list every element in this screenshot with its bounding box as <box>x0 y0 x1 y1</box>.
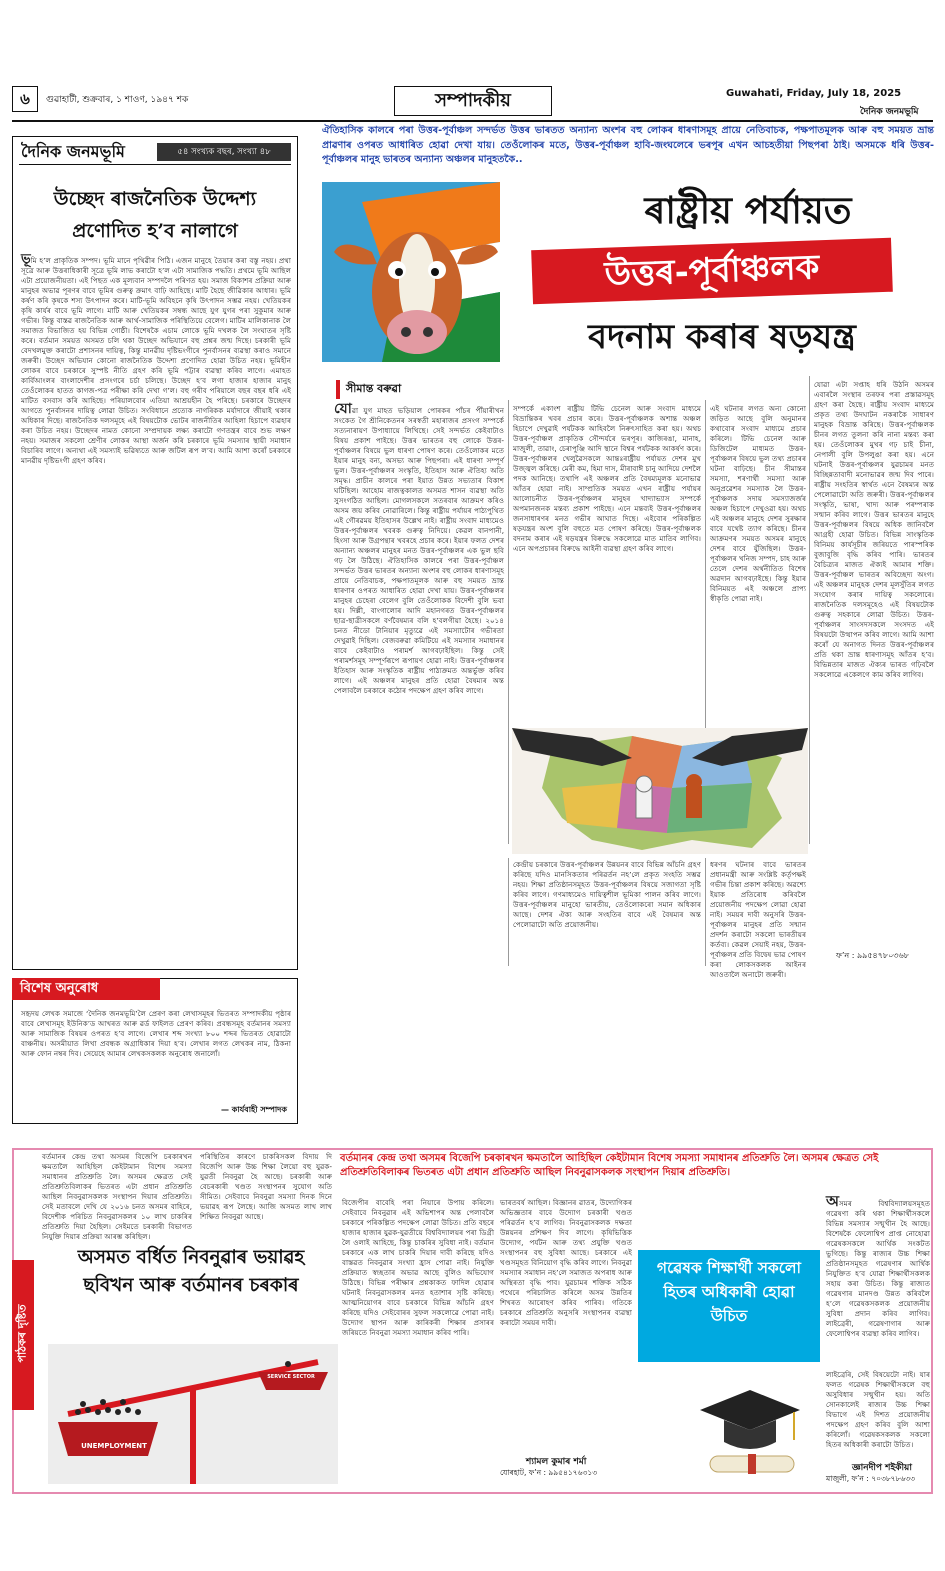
col-rule-2b <box>705 858 706 966</box>
chess-map-illustration <box>512 728 808 854</box>
notice-box <box>12 978 298 1124</box>
lead-headline-2: উত্তৰ-পূৰ্বাঞ্চলক <box>603 247 821 295</box>
editorial-body <box>21 252 291 963</box>
notice-body: সহৃদয় লেখক সমাজে ‘দৈনিক জনমভূমি’লৈ প্ৰেৰণ কৰা লেখাসমূহৰ ভিতৰত সম্পাদকীয় পৃষ্ঠাৰ বাবে লেখাসমূহ ইউনিক’ড আখৰত আৰু ৱৰ্ড ফাইলত প্ৰেৰণ কৰিব। প্ৰবন্ধসমূহ বৰ্তমানৰ সমস্যা আৰু সামাজিক বিষয়ৰ ওপৰত হ’ব লাগে। লেখাৰ শব্দ সংখ্যা ৮০০ শব্দৰ ভিতৰত হোৱাটো বাঞ্চনীয়। অসমীয়াত লিখা প্ৰবন্ধক অগ্ৰাধিকাৰ দিয়া হ’ব। লেখাৰ লগত লেখকৰ নাম, ঠিকনা আৰু ফোন নম্বৰ দিব। সেয়েহে আমাৰ লেখকসকলক অনুৰোধ জনালোঁ। <box>21 1009 291 1058</box>
reader-col-3: ভাৰতবৰ্ষ আছিল। বিজ্ঞানৰ ৱাতৰ, উদ্যোগিকৰ অভিজ্ঞতাৰ বাবে উদ্যোগ চৰকাৰী খণ্ডত পৰিৱৰ্তন হ’ব লাগিব। নিবনুৱাসকলক দক্ষতা উন্নয়নৰ প্ৰশিক্ষণ দিব লাগে। কৃষিভিত্তিক উদ্যোগ, পৰ্যটন আৰু তথ্য প্ৰযুক্তি খণ্ডত সংস্থাপনৰ বহু সুবিধা আছে। চৰকাৰে এই খণ্ডসমূহত বিনিয়োগ বৃদ্ধি কৰিব লাগে। নিবনুৱা সমস্যাৰ সমাধান নহ’লে সমাজত অপৰাধ আৰু অস্থিৰতা বৃদ্ধি পাব। যুৱচামৰ শক্তিক সঠিক পথেৰে পৰিচালিত কৰিলে অসম উন্নতিৰ শিখৰত আৰোহণ কৰিব পাৰিব। গতিকে চৰকাৰে প্ৰতিশ্ৰুতি অনুসৰি সংস্থাপনৰ ব্যৱস্থা কৰাটো সময়ৰ দাবী। <box>500 1198 632 1327</box>
col-rule-1b <box>508 858 509 966</box>
lead-col-2-bottom: কেন্দ্ৰীয় চৰকাৰে উত্তৰ-পূৰ্বাঞ্চলৰ উন্নয়নৰ বাবে বিভিন্ন আঁচনি গ্ৰহণ কৰিছে যদিও মানসিকতাৰ পৰিৱৰ্তন নহ’লে প্ৰকৃত সংহতি সম্ভৱ নহয়। শিক্ষা প্ৰতিষ্ঠানসমূহত উত্তৰ-পূৰ্বাঞ্চলৰ বিষয়ে সজাগতা সৃষ্টি কৰিব লাগে। গণমাধ্যমেও দায়িত্বশীল ভূমিকা পালন কৰিব লাগে। উত্তৰ-পূৰ্বাঞ্চলৰ মানুহো ভাৰতীয়, তেওঁলোকৰো সমান অধিকাৰ আছে। দেশৰ ঐক্য আৰু সংহতিৰ বাবে এই বৈষম্যৰ অন্ত পেলোৱাটো অতি প্ৰয়োজনীয়। <box>513 860 701 929</box>
notice-signature: — কাৰ্যবাহী সম্পাদক <box>220 1105 287 1114</box>
masthead <box>19 141 291 165</box>
lead-drop-cap: যো <box>334 401 352 417</box>
scale-illustration <box>48 1344 338 1484</box>
letter1-signature: শ্যামল কুমাৰ শৰ্মা <box>526 1457 587 1467</box>
lead-illustration <box>322 182 500 362</box>
letter2-title-box <box>638 1250 820 1362</box>
notice-title: বিশেষ অনুৰোধ <box>12 978 160 1000</box>
letter2-drop-cap: অ <box>826 1192 839 1210</box>
lead-strap: ঐতিহাসিক কালৰে পৰা উত্তৰ-পূৰ্বাঞ্চল সন্দৰ্ভত উত্তৰ ভাৰতত অন্যান্য অংশৰ বহু লোকৰ ধাৰণাসমূহ প্ৰায়ে নেতিবাচক, পক্ষপাতমূলক আৰু বহু সময়ত ভ্ৰান্ত প্ৰাৱণাৰ ওপৰত আধাৰিত হোৱা দেখা যায়। তেওঁলোকৰ মতে, উত্তৰ-পূৰ্বাঞ্চল হাবি-জংঘলেৰে ভৰপূৰ এখন আচহতীয়া পিছপৰা ঠাই। অসমকে ধৰি উত্তৰ-পূৰ্বাঞ্চলৰ মানুহ ভাৰতৰ অন্যান্য অঞ্চলৰ মানুহতকৈ.. <box>322 125 934 165</box>
masthead-volume: ৫৪ সংখ্যক বছৰ, সংখ্যা ৪৮ <box>157 143 291 161</box>
lead-col-3: এই ঘটনাৰ লগত অন্য কোনো জড়িত আছে বুলি অনুমানৰ কথাবোৰ সংবাদ মাধ্যমে প্ৰচাৰ কৰিলে। টিভি চেনেল আৰু ডিজিটেল মাধ্যমত উত্তৰ-পূৰ্বাঞ্চলৰ বিষয়ে ভুল তথ্য প্ৰচাৰৰ ঘটনা বাঢ়িছে। চীন সীমান্তৰ সমস্যা, শৰণাৰ্থী সমস্যা আৰু অনুপ্ৰৱেশৰ সমস্যাক লৈ উত্তৰ-পূৰ্বাঞ্চলক সদায় সমস্যাজৰ্জৰ অঞ্চল হিচাপে দেখুওৱা হয়। অথচ এই অঞ্চলৰ মানুহে দেশৰ সুৰক্ষাৰ বাবে যথেষ্ট ত্যাগ কৰিছে। চীনৰ আক্ৰমণৰ সময়ত অসমৰ মানুহে দেশৰ বাবে যুঁজিছিল। উত্তৰ-পূৰ্বাঞ্চলৰ খনিজ সম্পদ, চাহ আৰু তেলে দেশৰ অৰ্থনীতিত বিশেষ অৱদান আগবঢ়াইছে। কিন্তু ইয়াৰ বিনিময়ত এই অঞ্চলে প্ৰাপ্য স্বীকৃতি পোৱা নাই। <box>710 404 806 603</box>
reader-side-label <box>12 1260 34 1410</box>
masthead-name: দৈনিক জনমভূমি <box>21 142 125 161</box>
graduation-cap-icon <box>690 1376 810 1480</box>
lead-col-4: যোৱা এটা সপ্তাহ ধৰি উঠনি অসমৰ এবাৰলৈ সংস্থাৰ তৰফৰ পৰা প্ৰস্তাৱসমূহ গ্ৰহণ কৰা হৈছে। ৰাষ্ট্ৰীয় সংবাদ মাধ্যমে প্ৰকৃত তথ্য উদঘাটন নকৰাকৈ সাধাৰণ মানুহক বিভ্ৰান্ত কৰিছে। উত্তৰ-পূৰ্বাঞ্চলক চীনৰ লগত তুলনা কৰি নানা মন্তব্য কৰা হয়। তেওঁলোকৰ মুখৰ গঢ় চাই চীনা, নেপালী বুলি উপলুঙা কৰা হয়। এনে ঘটনাই উত্তৰ-পূৰ্বাঞ্চলৰ যুৱচামৰ মনত বিচ্ছিন্নতাবাদী মনোভাৱৰ জন্ম দিব পাৰে। ৰাষ্ট্ৰীয় সংহতিৰ স্বাৰ্থত এনে বৈষম্যৰ অন্ত পেলোৱাটো অতি জৰুৰী। উত্তৰ-পূৰ্বাঞ্চলৰ সংস্কৃতি, ভাষা, খাদ্য আৰু পৰম্পৰাক সন্মান কৰিব লাগে। উত্তৰ ভাৰতৰ মানুহে উত্তৰ-পূৰ্বাঞ্চলৰ বিষয়ে অধিক জানিবলৈ আগ্ৰহী হোৱা উচিত। বিভিন্ন সাংস্কৃতিক বিনিময় কাৰ্যসূচীৰ জৰিয়তে পাৰস্পৰিক বুজাবুজি বৃদ্ধি কৰিব পাৰি। ভাৰতৰ বৈচিত্ৰ্যৰ মাজত ঐক্যই আমাৰ শক্তি। উত্তৰ-পূৰ্বাঞ্চল ভাৰতৰ অবিচ্ছেদ্য অংগ। এই অঞ্চলৰ মানুহক দেশৰ মূলসুঁতিৰ লগত সংযোগ কৰাৰ দায়িত্ব সকলোৰে। ৰাজনৈতিক দলসমূহেও এই বিষয়টোক গুৰুত্ব সহকাৰে লোৱা উচিত। উত্তৰ-পূৰ্বাঞ্চলৰ সাংসদসকলে সংসদত এই বিষয়টো উত্থাপন কৰিব লাগে। আমি আশা কৰোঁ যে অনাগত দিনত উত্তৰ-পূৰ্বাঞ্চলৰ প্ৰতি থকা ভ্ৰান্ত ধাৰণাসমূহ আঁতৰ হ’ব। বিভিন্নতাৰ মাজত ঐক্যৰ ভাৰত গঢ়িবলৈ সকলোৱে একেলগে কাম কৰিব লাগিব। <box>814 380 934 679</box>
header-date-right: Guwahati, Friday, July 18, 2025 <box>726 88 902 99</box>
letter1-place: যোৰহাট, ফ’ন : ৯৯৫৪১৭৬৩১৩ <box>500 1468 598 1477</box>
page-number: ৬ <box>12 86 38 112</box>
lead-col-3-bottom: ধৰণৰ ঘটনাৰ বাবে ভাৰতৰ প্ৰধানমন্ত্ৰী আৰু সংশ্লিষ্ট কৰ্তৃপক্ষই গভীৰ চিন্তা প্ৰকাশ কৰিছে। অৱশ্যে ইয়াক প্ৰতিৰোধ কৰিবলৈ প্ৰয়োজনীয় পদক্ষেপ লোৱা হোৱা নাই। সময়ৰ দাবী অনুসৰি উত্তৰ-পূৰ্বাঞ্চলৰ মানুহৰ প্ৰতি সন্মান প্ৰদৰ্শন কৰাটো সকলো ভাৰতীয়ৰ কৰ্তব্য। কেৱল সেয়াই নহয়, উত্তৰ-পূৰ্বাঞ্চলৰ প্ৰতি বিদ্বেষ ভাৱ পোষণ কৰা লোকসকলক আইনৰ আওতালৈ অনাটো জৰুৰী। <box>710 860 806 979</box>
lead-phone: ফ’ন : ৯৯৫৪৭৮০৩৬৮ <box>836 951 909 960</box>
lead-col-1-text: ৱা যুগ মাহত ভড়িয়াল পোৰকৰ পাঁচৰ পীঁয়াৰীখন সংকেত গৈ শ্ৰীনিকেতনৰ সৰস্বতী মহাৰাজৰ প্ৰসংগ সম্পৰ্কে সত্যনাৰায়ণ উপাধ্যায়ে লিখিছে। সেই সন্দৰ্ভত কেইবাটাও বিষয় প্ৰকাশ পাইছে। উত্তৰ ভাৰতৰ বহু লোকে উত্তৰ-পূৰ্বাঞ্চলৰ বিষয়ে ভুল ধাৰণা পোষণ কৰে। তেওঁলোকৰ মতে ইয়াৰ মানুহ বন্য, অসভ্য আৰু পিছপৰা। এই ধাৰণা সম্পূৰ্ণ ভুল। উত্তৰ-পূৰ্বাঞ্চলৰ সংস্কৃতি, ইতিহাস আৰু ঐতিহ্য অতি সমৃদ্ধ। প্ৰাচীন কালৰে পৰা ইয়াত উন্নত সভ্যতাৰ বিকাশ ঘটিছিল। আহোম ৰাজত্বকালত অসমত শাসন ব্যৱস্থা অতি সুসংগঠিত আছিল। মোগলসকলে সতৰবাৰ আক্ৰমণ কৰিও অসম জয় কৰিব নোৱাৰিলে। কিন্তু ৰাষ্ট্ৰীয় পৰ্যায়ৰ পাঠ্যপুথিত এই গৌৰৱময় ইতিহাসৰ উল্লেখ নাই। ৰাষ্ট্ৰীয় সংবাদ মাধ্যমেও উত্তৰ-পূৰ্বাঞ্চলৰ খবৰক গুৰুত্ব নিদিয়ে। কেৱল বানপানী, হিংসা আৰু উগ্ৰপন্থাৰ খবৰহে প্ৰচাৰ কৰে। ইয়াৰ ফলত দেশৰ অন্যান্য অঞ্চলৰ মানুহৰ মনত উত্তৰ-পূৰ্বাঞ্চলৰ এক ভুল ছবি গঢ় লৈ উঠিছে। ঐতিহাসিক কালৰে পৰা উত্তৰ-পূৰ্বাঞ্চল সন্দৰ্ভত উত্তৰ ভাৰতৰ অন্যান্য অংশৰ বহু লোকৰ ধাৰণাসমূহ প্ৰায়ে নেতিবাচক, পক্ষপাতমূলক আৰু বহু সময়ত ভ্ৰান্ত ধাৰণাৰ ওপৰত আধাৰিত হোৱা দেখা যায়। উত্তৰ-পূৰ্বাঞ্চলৰ মানুহৰ চেহেৰা বেলেগ বুলি তেওঁলোকক বিদেশী বুলি ভবা হয়। দিল্লী, বাংগালোৰ আদি মহানগৰত উত্তৰ-পূৰ্বাঞ্চলৰ ছাত্ৰ-ছাত্ৰীসকলে বৰ্ণবৈষম্যৰ বলি হ’বলগীয়া হৈছে। ২০১৪ চনত নীডো টানিয়াৰ মৃত্যুৱে এই সমস্যাটোৰ গভীৰতা দেখুৱাই দিছিল। বেজবৰুৱা কমিটিয়ে এই সমস্যাৰ সমাধানৰ বাবে কেইবাটাও পৰামৰ্শ আগবঢ়াইছিল। কিন্তু সেই পৰামৰ্শসমূহ সম্পূৰ্ণৰূপে ৰূপায়ণ হোৱা নাই। উত্তৰ-পূৰ্বাঞ্চলৰ ইতিহাস আৰু সংস্কৃতিক ৰাষ্ট্ৰীয় পাঠ্যক্ৰমত অন্তৰ্ভুক্ত কৰিব লাগে। এই অঞ্চলৰ মানুহৰ প্ৰতি হোৱা বৈষম্যৰ অন্ত পেলাবলৈ চৰকাৰে কঠোৰ পদক্ষেপ গ্ৰহণ কৰিব লাগে। <box>334 406 504 695</box>
editorial-drop-cap: ভূ <box>21 252 31 267</box>
reader-col-2: বিজেপীৰ বাবেহি পৰা নিয়াৰে উপায় কৰিলে। সেইবাবে নিবনুৱাৰ এই অভিশাপৰ অন্ত পেলাবলৈ চৰকাৰে পৰিকল্পিত পদক্ষেপ লোৱা উচিত। প্ৰতি বছৰে হাজাৰ হাজাৰ যুৱক-যুৱতীয়ে বিশ্ববিদ্যালয়ৰ পৰা ডিগ্ৰী লৈ ওলাই আহিছে, কিন্তু চাকৰিৰ সুবিধা নাই। বৰ্তমান চৰকাৰে এক লাখ চাকৰি দিয়াৰ দাবী কৰিছে যদিও বাস্তৱত নিবনুৱাৰ সংখ্যা হ্ৰাস পোৱা নাই। নিযুক্তি প্ৰক্ৰিয়াত স্বচ্ছতাৰ অভাৱ আছে বুলিও অভিযোগ উঠিছে। বিভিন্ন পৰীক্ষাৰ প্ৰশ্নকাকত ফাদিল হোৱাৰ ঘটনাই নিবনুৱাসকলৰ মনত হতাশাৰ সৃষ্টি কৰিছে। আত্মনিয়োগৰ বাবে চৰকাৰে বিভিন্ন আঁচনি গ্ৰহণ কৰিছে যদিও সেইবোৰৰ সুফল সকলোৱে পোৱা নাই। উদ্যোগ স্থাপন আৰু কাৰিকৰী শিক্ষাৰ প্ৰসাৰৰ জৰিয়তে নিবনুৱা সমস্যা সমাধান কৰিব পাৰি। <box>342 1198 494 1337</box>
letter2-title: গৱেষক শিক্ষাৰ্থী সকলো হিতৰ অধিকাৰী হোৱা উচিত <box>656 1258 802 1325</box>
section-title: সম্পাদকীয় <box>394 86 552 116</box>
map-illustration <box>512 728 808 854</box>
lead-headline-2-band <box>531 238 893 305</box>
letter1-illustration <box>48 1344 338 1484</box>
lead-col-2: সম্পৰ্কে একাংশ ৰাষ্ট্ৰীয় টিভি চেনেল আৰু সংবাদ মাধ্যমে বিভ্ৰান্তিকৰ খবৰ প্ৰচাৰ কৰে। উত্তৰ-পূৰ্বাঞ্চলক অশান্ত অঞ্চল হিচাপে দেখুৱাই পৰ্যটকক আহিবলৈ নিৰুৎসাহিত কৰা হয়। অথচ উত্তৰ-পূৰ্বাঞ্চল প্ৰাকৃতিক সৌন্দৰ্যৰে ভৰপূৰ। কাজিৰঙা, মানাহ, মাজুলী, তাৱাং, চেৰাপুঞ্জি আদি স্থানে বিশ্বৰ পৰ্যটকক আকৰ্ষণ কৰে। উত্তৰ-পূৰ্বাঞ্চলৰ খেলুৱৈসকলে আন্তঃৰাষ্ট্ৰীয় পৰ্যায়ত দেশৰ মুখ উজ্জ্বল কৰিছে। মেৰী কম, হিমা দাস, মীৰাবাঈ চানু আদিয়ে দেশলৈ পদক আনিছে। তথাপি এই অঞ্চলৰ প্ৰতি বৈষম্যমূলক মনোভাৱ আঁতৰ হোৱা নাই। সাম্প্ৰতিক সময়ত এখন ৰাষ্ট্ৰীয় পৰ্যায়ৰ আলোচনীত উত্তৰ-পূৰ্বাঞ্চলৰ মানুহৰ খাদ্যাভ্যাস সম্পৰ্কে অপমানজনক মন্তব্য প্ৰকাশ পাইছে। এনে মন্তব্যই উত্তৰ-পূৰ্বাঞ্চলৰ জনসাধাৰণৰ মনত গভীৰ আঘাত দিছে। এইবোৰ পৰিকল্পিত ষড়যন্ত্ৰৰ অংশ বুলি বহুতে মত পোষণ কৰিছে। উত্তৰ-পূৰ্বাঞ্চলক বদনাম কৰাৰ এই ষড়যন্ত্ৰৰ বিৰুদ্ধে সকলোৱে মাত মাতিব লাগিব। এনে অপপ্ৰচাৰৰ বিৰুদ্ধে আইনী ব্যৱস্থা গ্ৰহণ কৰিব লাগে। <box>513 404 701 553</box>
graduation-cap-image <box>690 1376 810 1480</box>
letter1-mid: পৰিস্থিতিৰ কাৰণে চাকৰিসকল বিদায় দি বিজেপি আৰু উচ্চ শিক্ষা লৈয়ো বহু যুৱক-যুৱতী নিবনুৱা হৈ আছে। চৰকাৰী আৰু বেচৰকাৰী খণ্ডত সংস্থাপনৰ সুযোগ অতি সীমিত। সেইবাবে নিবনুৱা সমস্যা দিনক দিনে ভয়াৱহ ৰূপ লৈছে। আজি অসমত লাখ লাখ শিক্ষিত নিবনুৱা আছে। <box>200 1152 332 1221</box>
letter1-title: অসমত বৰ্ধিত নিবনুৱাৰ ভয়াৱহ ছবিখন আৰু বৰ্তমানৰ চৰকাৰ <box>77 1247 305 1296</box>
header-rule <box>12 120 933 122</box>
header-date-left: গুৱাহাটী, শুক্ৰবাৰ, ১ শাওণ, ১৯৪৭ শক <box>46 95 189 105</box>
letter2-body <box>826 1192 930 1366</box>
lead-author: সীমান্ত বৰুৱা <box>336 380 496 399</box>
header-brand: দৈনিক জনমভূমি <box>860 107 919 117</box>
illus-label-service: SERVICE SECTOR <box>267 1374 315 1380</box>
illus-label-unemployment: UNEMPLOYMENT <box>81 1442 147 1450</box>
letter1-body: বৰ্তমানৰ কেন্দ্ৰ তথা অসমৰ বিজেপি চৰকাৰখন ক্ষমতালৈ আহিছিল কেইটামান বিশেষ সমস্যা সমাধানৰ প্ৰতিশ্ৰুতি লৈ। অসমৰ ক্ষেত্ৰত সেই প্ৰতিশ্ৰুতিবিলাকৰ ভিতৰত এটা প্ৰধান প্ৰতিশ্ৰুতি আছিল নিবনুৱাসকলক সংস্থাপন দিয়াৰ প্ৰতিশ্ৰুতি। সেই মতাবলে দেখি যে ২০১৬ চনত অসমৰ বাহিৰে, বিদেশীক পৰিচিত নিবনুৱাসকলৰ ১০ লাখ চাকৰিৰ প্ৰতিশ্ৰুতি দিয়া হৈছিল। সেইমতে চৰকাৰী বিভাগত নিযুক্তি দিয়াৰ প্ৰক্ৰিয়া আৰম্ভ কৰিছিল। <box>42 1152 192 1241</box>
editorial-box <box>12 136 298 970</box>
col-rule-1 <box>508 400 509 844</box>
letter2-body-2: লাইব্ৰেৰি, সেই বিষয়েটো নাই। যাৰ ফলত গৱেষক শিক্ষাৰ্থীসকলে বহু অসুবিধাৰ সন্মুখীন হয়। অতি সোনকালেই ৰাজ্যৰ উচ্চ শিক্ষা বিভাগে এই দিশত প্ৰয়োজনীয় পদক্ষেপ গ্ৰহণ কৰিব বুলি আশা কৰিলোঁ। গৱেষকসকলক সকলো হিতৰ অধিকাৰী কৰাটো উচিত। <box>826 1370 930 1449</box>
reader-strap: বৰ্তমানৰ কেন্দ্ৰ তথা অসমৰ বিজেপি চৰকাৰখন ক্ষমতালৈ আহিছিল কেইটামান বিশেষ সমস্যা সমাধানৰ প্ৰতিশ্ৰুতি লৈ। অসমৰ ক্ষেত্ৰত সেই প্ৰতিশ্ৰুতিবিলাকৰ ভিতৰত এটা প্ৰধান প্ৰতিশ্ৰুতি আছিল নিবনুৱাসকলক সংস্থাপন দিয়াৰ প্ৰতিশ্ৰুতি। <box>340 1153 879 1178</box>
page-header <box>12 86 933 120</box>
cow-flag-illustration <box>322 182 500 362</box>
reader-side-text: পাঠকৰ দৃষ্টিত <box>15 1304 29 1363</box>
editorial-title: উচ্ছেদ ৰাজনৈতিক উদ্দেশ্য প্ৰণোদিত হ’ব নালাগে <box>53 188 257 242</box>
letter2-signature: জ্ঞানদীপ শইকীয়া <box>852 1463 912 1473</box>
letter2-text: সমৰ বিশ্ববিদ্যালয়সমূহত গৱেষণা কৰি থকা শিক্ষাৰ্থীসকলে বিভিন্ন সমস্যাৰ সন্মুখীন হৈ আছে। বিশেষকৈ ফেলোশ্বিপ প্ৰাপ্ত নোহোৱা গৱেষকসকলে আৰ্থিক সংকটত ভুগিছে। কিন্তু ৰাজ্যৰ উচ্চ শিক্ষা প্ৰতিষ্ঠানসমূহত গৱেষণাৰ আৰ্থিক নিযুক্তিত হ’ব যোৱা শিক্ষাৰ্থীসকলক সহায় কৰা উচিত। কিন্তু ৰাজ্যত গৱেষণাৰ মানদণ্ড উন্নত কৰিবলৈ হ’লে গৱেষকসকলক প্ৰয়োজনীয় সুবিধা প্ৰদান কৰিব লাগিব। লাইব্ৰেৰী, গৱেষণাগাৰ আৰু ফেলোশ্বিপৰ ব্যৱস্থা কৰিব লাগিব। <box>826 1199 930 1338</box>
lead-headline-3: বদনাম কৰাৰ ষড়যন্ত্ৰ <box>588 317 856 357</box>
editorial-text: মি হ’ল প্ৰাকৃতিক সম্পদ। ভূমি মানে পৃথিৱীৰ পিঠি। এজন মানুহে তৈয়াৰ কৰা বস্তু নহয়। প্ৰথা সূত্ৰে আৰু উত্তৰাধিকাৰী সূত্ৰে ভূমি লাভ কৰাটো হ’ল এটা সামাজিক পদ্ধতি। প্ৰথমে ভূমি আছিল এটা প্ৰয়োজনীয়তা। এই পিছত এক মূল্যবান সম্পদলৈ পৰিণত হয়। সমাজ বিকাশৰ প্ৰক্ৰিয়া আৰু মানুহৰ অভাৱ পূৰণৰ বাবে ভূমিৰ গুৰুত্ব ক্ৰমাৎ বাঢ়ি আহিছে। মাটি হৈছে জীৱিকাৰ আধাৰ। ভূমি কৰ্ষণ কৰি কৃষকে শস্য উৎপাদন কৰে। মাটি-ভূমি অবিহনে কৃষি উৎপাদন সম্ভৱ নহয়। খেতিয়কৰ কৃষি কাৰ্যৰ বাবে ভূমি লাগে। মাটি আৰু খেতিয়কৰ সম্বন্ধ আছে যুগ যুগৰ পৰা সুকুমাৰ আৰু গভীৰ। কিন্তু বাস্তৱ ৰাজনৈতিক আৰু আৰ্থ-সামাজিক পৰিস্থিতিয়ে বেলেগ। মাটিৰ মালিকানাক লৈ সমাজত বিভাজিত হয় বিভিন্ন গোষ্ঠী। বিশেষকৈ এচাম লোকে ভূমি দখলক লৈ সংঘাতৰ সৃষ্টি কৰে। বৰ্তমান সময়ত অসমত চলি থকা উচ্ছেদ অভিযানে বহু প্ৰশ্নৰ জন্ম দিছে। চৰকাৰী ভূমি বেদখলমুক্ত কৰাটো প্ৰশাসনৰ দায়িত্ব, কিন্তু মানৱীয় দৃষ্টিভংগীৰে পুনৰ্বাসনৰ ব্যৱস্থা কৰাও সমানে জৰুৰী। উচ্ছেদ অভিযান কোনো ৰাজনৈতিক উদ্দেশ্য প্ৰণোদিত হোৱা উচিত নহয়। ভূমিহীন লোকৰ বাবে চৰকাৰে সুস্পষ্ট নীতি গ্ৰহণ কৰি ভূমি পট্টাৰ ব্যৱস্থা কৰিব লাগে। এমাহত কাৰ্বিআংলৰ বাংলাদেশীৰ প্ৰসংগৰে চৰ্চা চলিছে। উচ্ছেদ হ’ব লগা হাজাৰ হাজাৰ মানুহ তেওঁলোকৰ হাতত কাগজ-পত্ৰ পৰীক্ষা কৰি দেখা গ’ল। বহু গৰীব পৰিয়ালে বছৰ বছৰ ধৰি এই মাটিত বসবাস কৰি আহিছে। পৰিয়ালবোৰ এতিয়া আশ্ৰয়হীন হৈ পৰিছে। চৰকাৰে উচ্ছেদৰ আগতে পুনৰ্বাসনৰ দায়িত্ব লোৱা উচিত। সংবিধানে প্ৰত্যেক নাগৰিকক মৰ্যাদাৰে জীয়াই থকাৰ অধিকাৰ দিছে। ৰাজনৈতিক দলসমূহে এই বিষয়টোক ভোটৰ ৰাজনীতিৰ আহিলা হিচাপে ব্যৱহাৰ কৰা উচিত নহয়। উচ্ছেদৰ নামত কোনো সম্প্ৰদায়ক লক্ষ্য কৰাটো গণতন্ত্ৰৰ বাবে শুভ লক্ষণ নহয়। সমাজৰ সকলো শ্ৰেণীৰ লোকৰ আস্থা অৰ্জন কৰি চৰকাৰে ভূমি সমস্যাৰ স্থায়ী সমাধান বিচাৰিব লাগে। অন্যথা এই সমস্যাই ভৱিষ্যতে আৰু জটিল ৰূপ ল’ব। আমি আশা কৰোঁ চৰকাৰে মানৱীয় দৃষ্টিভংগী গ্ৰহণ কৰিব। <box>21 256 291 465</box>
lead-col-1 <box>334 401 504 840</box>
lead-headline-1: ৰাষ্ট্ৰীয় পৰ্যায়ত <box>644 188 852 232</box>
col-rule-3 <box>809 376 810 844</box>
letter2-place: মাজুলী, ফ’ন : ৭০৩৮৭৮৬৩৩ <box>826 1474 916 1483</box>
